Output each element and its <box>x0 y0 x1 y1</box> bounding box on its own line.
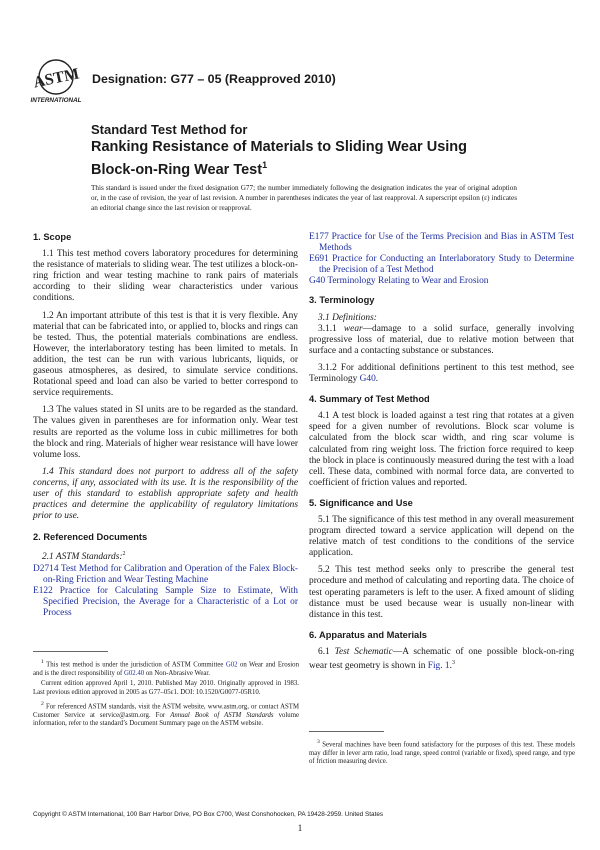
left-column <box>33 232 298 619</box>
para-3-1-2: 3.1.2 For additional definitions pertinent to this test method, see Terminology G40. <box>309 362 574 385</box>
para-4-1: 4.1 A test block is loaded against a test ring that rotates at a given speed for a given number of revolutions. Block scar volume is calculated from the block scar width, and ring scar volume is calculated from ring weight loss. The friction force required to keep the block in place is continuously measured during the test with a load cell. These data, combined with normal force data, are converted to coefficient of friction values and reported. <box>309 411 574 488</box>
para-6-1: 6.1 Test Schematic—A schematic of one possible block-on-ring wear test geometry is shown in Fig. 1.$^3$ <box>309 646 575 672</box>
section-4-heading: 4. Summary of Test Method <box>309 394 430 405</box>
para-1-1: 1.1 This test method covers laboratory procedures for determining the resistance of materials to sliding wear. The test utilizes a block-on-ring friction and wear testing machine to rank pairs of materials according to their sliding wear characteristics under various conditions. <box>33 249 298 304</box>
link-fig-1[interactable]: Fig. 1 <box>427 661 450 672</box>
para-2-1: 2.1 ASTM Standards: <box>42 552 123 563</box>
footnote-2: $^2$ For referenced ASTM standards, visit the ASTM website, www.astm.org, or contact ASTM Customer Service at service@astm.org. For Annual Book of ASTM Standards volume information, refer to the standard’s Document Summary page on the ASTM website. <box>33 700 300 728</box>
footnote-rule-left <box>33 651 108 652</box>
title-line-1: Standard Test Method for <box>91 122 248 137</box>
footnote-1: $^1$ This test method is under the jurisdiction of ASTM Committee G02 on Wear and Erosion and is the direct responsibility of G02.40 on Non-Abrasive Wear. <box>33 659 299 677</box>
ref-d2714[interactable]: D2714 Test Method for Calibration and Operation of the Falex Block-on-Ring Friction and Wear Testing Machine <box>33 563 298 585</box>
title-line-2: Ranking Resistance of Materials to Sliding Wear Using <box>91 139 468 155</box>
section-3-heading: 3. Terminology <box>309 295 375 306</box>
title-footnote-mark: 1 <box>262 160 268 170</box>
designation: Designation: G77 – 05 (Reapproved 2010) <box>92 72 336 86</box>
ref-e691[interactable]: E691 Practice for Conducting an Interlaboratory Study to Determine the Precision of a Test Method <box>309 254 574 276</box>
title-line-3: Block-on-Ring Wear Test <box>91 161 263 178</box>
para-3-1-1: 3.1.1 wear—damage to a solid surface, generally involving progressive loss of material, due to relative motion between that surface and a contacting substance or substances. <box>309 323 575 356</box>
document-header <box>30 58 575 108</box>
right-column <box>309 232 574 678</box>
page-number: 1 <box>297 824 303 834</box>
ref-e122[interactable]: E122 Practice for Calculating Sample Size to Estimate, With Specified Precision, the Average for a Characteristic of a Lot or Process <box>33 585 298 618</box>
link-g02[interactable]: G02 <box>225 661 238 669</box>
para-1-3: 1.3 The values stated in SI units are to be regarded as the standard. The values given in parentheses are for information only. Wear test results are reported as the volume loss in cubic millimetres for both the block and ring. Materials of higher wear resistance will have lower volume loss. <box>33 405 299 460</box>
para-1-2: 1.2 An important attribute of this test is that it is very flexible. Any material that can be fabricated into, or applied to, blocks and rings can be tested. Thus, the potential materials combinations are endless. However, the interlaboratory testing has been limited to metals. In addition, the test can be run with various lubricants, liquids, or gaseous atmospheres, as desired, to simulate service conditions. Rotational speed and load can also be varied to better correspond to service requirements. <box>33 310 298 399</box>
footnotes-left <box>33 658 299 731</box>
ref-e177[interactable]: E177 Practice for Use of the Terms Precision and Bias in ASTM Test Methods <box>309 232 574 254</box>
document-title <box>91 122 561 179</box>
link-g40[interactable]: G40 <box>359 374 376 385</box>
svg-text:INTERNATIONAL: INTERNATIONAL <box>30 97 82 104</box>
para-5-2: 5.2 This test method seeks only to prescribe the general test procedure and method of calculating and reporting data. The choice of test operating parameters is left to the user. A fixed amount of sliding distance must be used because wear is usually non-linear with distance in this test. <box>309 565 574 620</box>
para-3-1: 3.1 Definitions: <box>318 312 377 323</box>
footnote-3: $^3$ Several machines have been found satisfactory for the purposes of this test. These models may differ in lever arm ratio, load range, speed control (variable or fixed), speed range, and type of friction measuring device. <box>309 739 575 766</box>
section-6-heading: 6. Apparatus and Materials <box>309 629 427 640</box>
section-1-heading: 1. Scope <box>33 232 72 242</box>
footnotes-right <box>309 738 575 769</box>
issuance-note: This standard is issued under the fixed designation G77; the number immediately following the designation indicates the year of original adoption or, in the case of revision, the year of last revision. A number in parentheses indicates the year of last reapproval. A superscript epsilon (ε) indicates an editorial change since the last revision or reapproval. <box>91 184 517 212</box>
footnote-rule-right <box>309 731 384 732</box>
footnote-1-edition: Current edition approved April 1, 2010. Published May 2010. Originally approved in 1983. Last previous edition approved in 2005 as G77–05ε1. DOI: 10.1520/G0077-05R10. <box>33 680 299 697</box>
ref-g40[interactable]: G40 Terminology Relating to Wear and Erosion <box>309 276 489 287</box>
astm-logo <box>30 58 82 106</box>
para-6-1-footnote-mark: 3 <box>451 660 455 666</box>
copyright-line: Copyright © ASTM International, 100 Barr Harbor Drive, PO Box C700, West Conshohocken, PA 19428-2959. United States <box>33 811 384 818</box>
para-2-1-footnote-mark: 2 <box>122 551 126 558</box>
para-5-1: 5.1 The significance of this test method in any overall measurement program directed toward a service application will depend on the relative match of test conditions to the conditions of the service application. <box>309 514 574 559</box>
section-2-heading: 2. Referenced Documents <box>33 532 148 543</box>
para-1-4: 1.4 This standard does not purport to address all of the safety concerns, if any, associated with its use. It is the responsibility of the user of this standard to establish appropriate safety and health practices and determine the applicability of regulatory limitations prior to use. <box>33 466 298 522</box>
svg-text:ASTM: ASTM <box>31 65 81 92</box>
link-g02-40[interactable]: G02.40 <box>124 669 145 677</box>
section-5-heading: 5. Significance and Use <box>309 497 413 508</box>
